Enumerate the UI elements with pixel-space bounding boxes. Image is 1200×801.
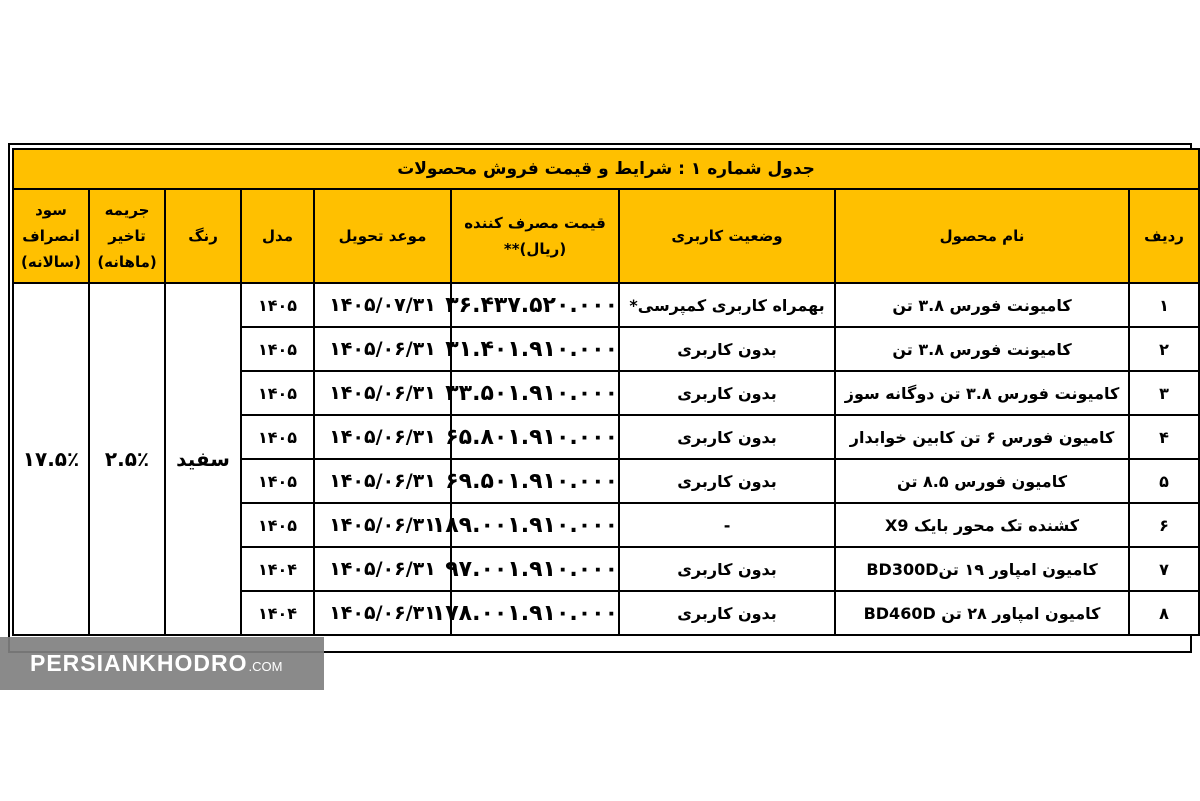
model-cell: ۱۴۰۵	[241, 459, 314, 503]
row-number-cell: ۵	[1129, 459, 1199, 503]
usage-status-cell: بدون کاربری	[619, 327, 835, 371]
header-usage-status: وضعیت کاربری	[619, 189, 835, 283]
price-cell: ۱۸۹.۰۰۱.۹۱۰.۰۰۰	[451, 503, 619, 547]
header-cancel-line1: سود	[35, 201, 67, 219]
model-cell: ۱۴۰۵	[241, 283, 314, 327]
row-number-cell: ۸	[1129, 591, 1199, 635]
late-penalty-cell: ۲.۵٪	[89, 283, 165, 635]
price-cell: ۳۶.۴۳۷.۵۲۰.۰۰۰	[451, 283, 619, 327]
model-cell: ۱۴۰۵	[241, 503, 314, 547]
header-consumer-price	[451, 189, 619, 283]
usage-status-cell: بدون کاربری	[619, 547, 835, 591]
product-name-cell: کامیون فورس ۶ تن کابین خوابدار	[835, 415, 1129, 459]
header-price-line1: قیمت مصرف کننده	[464, 214, 606, 232]
delivery-date-cell: ۱۴۰۵/۰۶/۳۱	[314, 415, 451, 459]
price-cell: ۱۷۸.۰۰۱.۹۱۰.۰۰۰	[451, 591, 619, 635]
header-late-penalty	[89, 189, 165, 283]
color-cell: سفید	[165, 283, 241, 635]
row-number-cell: ۳	[1129, 371, 1199, 415]
header-cancel-line3: (سالانه)	[21, 253, 82, 271]
watermark-suffix: .COM	[248, 659, 283, 674]
row-number-cell: ۲	[1129, 327, 1199, 371]
model-cell: ۱۴۰۴	[241, 591, 314, 635]
row-number-cell: ۶	[1129, 503, 1199, 547]
table-title: جدول شماره ۱ : شرایط و قیمت فروش محصولات	[13, 149, 1199, 189]
product-name-cell: کامیون فورس ۸.۵ تن	[835, 459, 1129, 503]
price-cell: ۳۱.۴۰۱.۹۱۰.۰۰۰	[451, 327, 619, 371]
usage-status-cell: بدون کاربری	[619, 371, 835, 415]
product-name-cell: کشنده تک محور بایک X9	[835, 503, 1129, 547]
product-name-cell: کامیون امپاور ۱۹ تنBD300D	[835, 547, 1129, 591]
header-penalty-line2: تاخیر	[108, 227, 146, 245]
delivery-date-cell: ۱۴۰۵/۰۶/۳۱	[314, 327, 451, 371]
row-number-cell: ۱	[1129, 283, 1199, 327]
header-penalty-line1: جریمه	[104, 201, 150, 219]
cancellation-interest-cell: ۱۷.۵٪	[13, 283, 89, 635]
usage-status-cell: بدون کاربری	[619, 591, 835, 635]
delivery-date-cell: ۱۴۰۵/۰۶/۳۱	[314, 591, 451, 635]
delivery-date-cell: ۱۴۰۵/۰۶/۳۱	[314, 503, 451, 547]
header-row-number: ردیف	[1129, 189, 1199, 283]
row-number-cell: ۷	[1129, 547, 1199, 591]
product-name-cell: کامیون امپاور ۲۸ تن BD460D	[835, 591, 1129, 635]
model-cell: ۱۴۰۵	[241, 371, 314, 415]
usage-status-cell: -	[619, 503, 835, 547]
usage-status-cell: بدون کاربری	[619, 415, 835, 459]
watermark-text: PERSIANKHODRO	[30, 650, 248, 676]
site-watermark	[0, 637, 324, 690]
price-cell: ۶۹.۵۰۱.۹۱۰.۰۰۰	[451, 459, 619, 503]
usage-status-cell: بهمراه کاربری کمپرسی*	[619, 283, 835, 327]
price-cell: ۹۷.۰۰۱.۹۱۰.۰۰۰	[451, 547, 619, 591]
header-color: رنگ	[165, 189, 241, 283]
delivery-date-cell: ۱۴۰۵/۰۶/۳۱	[314, 371, 451, 415]
model-cell: ۱۴۰۴	[241, 547, 314, 591]
model-cell: ۱۴۰۵	[241, 415, 314, 459]
header-delivery-date: موعد تحویل	[314, 189, 451, 283]
delivery-date-cell: ۱۴۰۵/۰۶/۳۱	[314, 459, 451, 503]
header-cancellation-interest	[13, 189, 89, 283]
product-name-cell: کامیونت فورس ۳.۸ تن	[835, 327, 1129, 371]
price-cell: ۶۵.۸۰۱.۹۱۰.۰۰۰	[451, 415, 619, 459]
delivery-date-cell: ۱۴۰۵/۰۶/۳۱	[314, 547, 451, 591]
header-model: مدل	[241, 189, 314, 283]
header-cancel-line2: انصراف	[22, 227, 80, 245]
table-row	[13, 283, 1199, 327]
price-cell: ۳۳.۵۰۱.۹۱۰.۰۰۰	[451, 371, 619, 415]
header-penalty-line3: (ماهانه)	[97, 253, 157, 271]
usage-status-cell: بدون کاربری	[619, 459, 835, 503]
row-number-cell: ۴	[1129, 415, 1199, 459]
product-name-cell: کامیونت فورس ۳.۸ تن دوگانه سوز	[835, 371, 1129, 415]
header-price-line2: (ریال)**	[503, 240, 567, 258]
header-product-name: نام محصول	[835, 189, 1129, 283]
product-name-cell: کامیونت فورس ۳.۸ تن	[835, 283, 1129, 327]
price-table	[12, 148, 1200, 636]
delivery-date-cell: ۱۴۰۵/۰۷/۳۱	[314, 283, 451, 327]
model-cell: ۱۴۰۵	[241, 327, 314, 371]
